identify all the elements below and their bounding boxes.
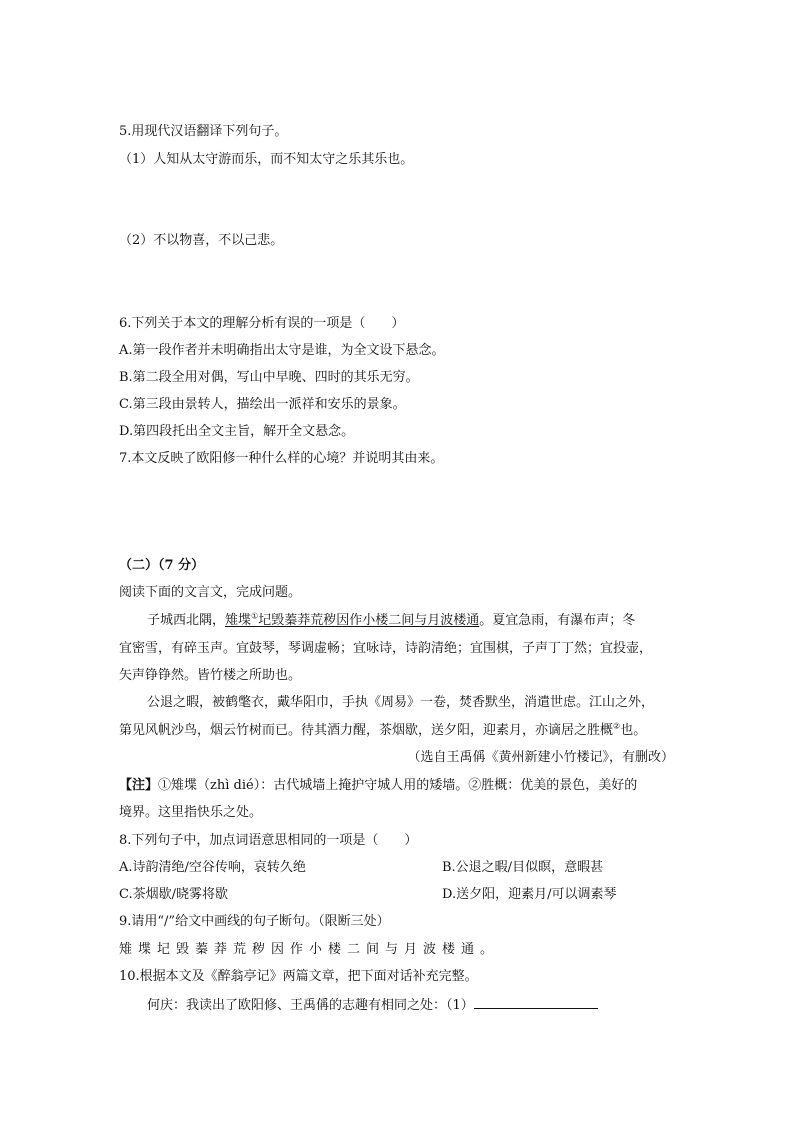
answer-blank[interactable] xyxy=(474,996,598,1009)
q8-option-c: C.茶烟歇/晓雾将歇 xyxy=(119,887,228,902)
footnote-marker-2: ② xyxy=(613,721,621,731)
q10-stem: 10.根据本文及《醉翁亭记》两篇文章，把下面对话补充完整。 xyxy=(119,969,478,984)
q8-option-a: A.诗韵清绝/空谷传响，哀转久绝 xyxy=(119,860,306,875)
section-heading: （二）（7 分） xyxy=(119,558,205,573)
note-line-1: 【注】①雉堞（zhì dié）：古代城墙上掩护守城人用的矮墙。②胜概：优美的景色，美好的 xyxy=(119,778,638,793)
passage-line-5: 第见风帆沙鸟，烟云竹树而已。待其酒力醒，茶烟歇，送夕阳，迎素月，亦谪居之胜概②也。 xyxy=(119,721,647,738)
q5-stem: 5.用现代汉语翻译下列句子。 xyxy=(119,124,288,139)
note-tag: 【注】 xyxy=(119,778,159,793)
q6-option-d: D.第四段托出全文主旨，解开全文悬念。 xyxy=(119,424,355,439)
q6-stem: 6.下列关于本文的理解分析有误的一项是（ ） xyxy=(119,316,405,331)
q6-option-c: C.第三段由景转人，描绘出一派祥和安乐的景象。 xyxy=(119,397,406,412)
note-line-2: 境界。这里指快乐之处。 xyxy=(119,805,263,820)
instruction: 阅读下面的文言文，完成问题。 xyxy=(119,585,302,600)
q5-sentence-2: （2）不以物喜，不以己悲。 xyxy=(119,233,284,248)
q9-sentence: 雉堞圮毁蓁莽荒秽因作小楼二间与月波楼通。 xyxy=(119,942,500,957)
q6-option-a: A.第一段作者并未明确指出太守是谁，为全文设下悬念。 xyxy=(119,343,445,358)
q9-stem: 9.请用“/”给文中画线的句子断句。（限断三处） xyxy=(119,914,390,929)
q8-option-d: D.送夕阳，迎素月/可以调素琴 xyxy=(442,887,617,902)
passage-line-4: 公退之暇，被鹤氅衣，戴华阳巾，手执《周易》一卷，焚香默坐，消遣世虑。江山之外， xyxy=(147,695,655,710)
passage-line-3: 矢声铮铮然。皆竹楼之所助也。 xyxy=(119,668,302,683)
q7-stem: 7.本文反映了欧阳修一种什么样的心境？并说明其由来。 xyxy=(119,451,444,466)
q8-stem: 8.下列句子中，加点词语意思相同的一项是（ ） xyxy=(119,833,418,848)
q5-sentence-1: （1）人知从太守游而乐，而不知太守之乐其乐也。 xyxy=(119,152,414,167)
passage-line-2: 宜密雪，有碎玉声。宜鼓琴，琴调虚畅；宜咏诗，诗韵清绝；宜围棋，子声丁丁然；宜投壶， xyxy=(119,641,653,656)
q6-option-b: B.第二段全用对偶，写山中早晚、四时的其乐无穷。 xyxy=(119,370,419,385)
footnote-marker-1: ① xyxy=(251,611,259,621)
q10-dialog-line: 何庆：我读出了欧阳修、王禹偁的志趣有相同之处：（1） xyxy=(147,996,598,1015)
underlined-sentence: 雉堞①圮毁蓁莽荒秽因作小楼二间与月波楼通 xyxy=(225,611,480,628)
q8-option-b: B.公退之暇/目似瞑，意暇甚 xyxy=(442,860,604,875)
passage-line-1: 子城西北隅，雉堞①圮毁蓁莽荒秽因作小楼二间与月波楼通。夏宜急雨，有瀑布声；冬 xyxy=(147,611,636,628)
source-citation: （选自王禹偁《黄州新建小竹楼记》，有删改） xyxy=(407,750,674,765)
